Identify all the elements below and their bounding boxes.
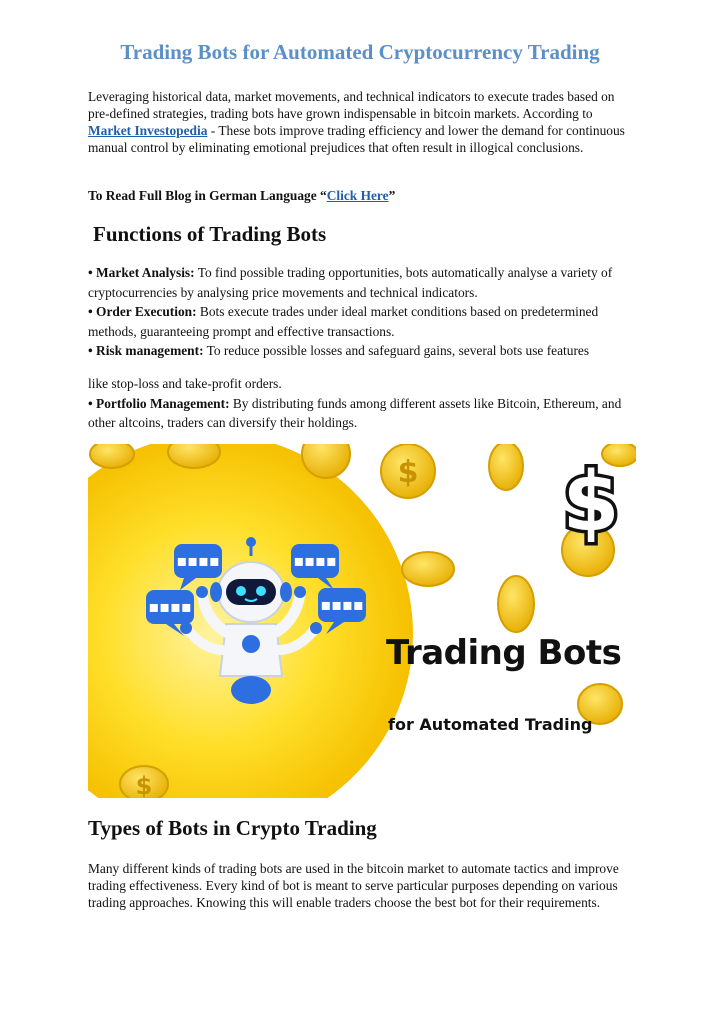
item-text: Bots execute trades under ideal market conditions based on predetermined methods, guaranteeing prompt and effective transactions. — [88, 304, 599, 339]
functions-heading: Functions of Trading Bots — [93, 222, 327, 246]
dollar-sign-icon — [562, 455, 619, 550]
coin-icon — [90, 444, 134, 468]
svg-text:▪▪▪▪: ▪▪▪▪ — [293, 551, 337, 570]
coin-icon — [498, 576, 534, 632]
cta-close-quote: ” — [388, 188, 396, 203]
svg-text:$: $ — [135, 772, 153, 798]
list-item — [88, 394, 636, 433]
functions-list-a — [88, 263, 636, 361]
svg-text:$: $ — [397, 455, 419, 490]
item-text: like stop-loss and take-profit orders. — [88, 376, 282, 391]
hero-title: Trading Bots — [386, 633, 622, 673]
functions-list-b — [88, 374, 636, 433]
types-heading: Types of Bots in Crypto Trading — [88, 816, 377, 840]
coin-icon — [120, 766, 168, 798]
list-item — [88, 341, 636, 361]
hero-subtitle: for Automated Trading — [388, 715, 593, 734]
list-item — [88, 263, 636, 302]
click-here-link[interactable]: Click Here — [326, 188, 389, 203]
item-label: • Order Execution: — [88, 304, 197, 319]
list-item — [88, 302, 636, 341]
item-text: To reduce possible losses and safeguard gains, several bots use features — [203, 343, 590, 358]
svg-text:▪▪▪▪: ▪▪▪▪ — [176, 551, 220, 570]
intro-text-after: - These bots improve trading efficiency and lower the demand for continuous manual control by eliminating emotional prejudices that often result in illogical conclusions. — [88, 123, 625, 155]
hero-graphic — [88, 444, 636, 798]
german-blog-cta — [88, 188, 395, 204]
page-title: Trading Bots for Automated Cryptocurrency Trading — [120, 40, 600, 64]
types-paragraph: Many different kinds of trading bots are used in the bitcoin market to automate tactics and improve trading effectiveness. Every kind of bot is meant to serve particular purposes depending on various trading approaches. Knowing this will enable traders choose the best bot for their requirements. — [88, 861, 619, 910]
coin-icon — [402, 552, 454, 586]
item-text: By distributing funds among different assets like Bitcoin, Ethereum, and other altcoins, traders can diversify their holdings. — [88, 395, 622, 430]
svg-text:▪▪▪▪: ▪▪▪▪ — [320, 595, 364, 614]
coin-icon — [168, 444, 220, 468]
item-label: • Portfolio Management: — [88, 395, 230, 411]
coin-icon — [489, 444, 523, 490]
item-label: • Market Analysis: — [88, 265, 195, 280]
item-text: To find possible trading opportunities, bots automatically analyse a variety of cryptocurrencies by analysing price movements and technical indicators. — [88, 265, 613, 300]
cta-text: To Read Full Blog in German Language “ — [88, 188, 327, 203]
coin-icon — [381, 444, 435, 498]
svg-text:▪▪▪▪: ▪▪▪▪ — [148, 597, 192, 616]
market-investopedia-link[interactable]: Market Investopedia — [88, 123, 208, 138]
item-label: • Risk management: — [88, 343, 204, 358]
svg-text:$: $ — [562, 455, 620, 550]
hero-illustration — [88, 444, 636, 798]
intro-text-before: Leveraging historical data, market movements, and technical indicators to execute trades based on pre-defined strategies, trading bots have grown indispensable in bitcoin markets. According to — [88, 89, 615, 121]
intro-paragraph — [88, 88, 636, 156]
list-item — [88, 374, 636, 394]
